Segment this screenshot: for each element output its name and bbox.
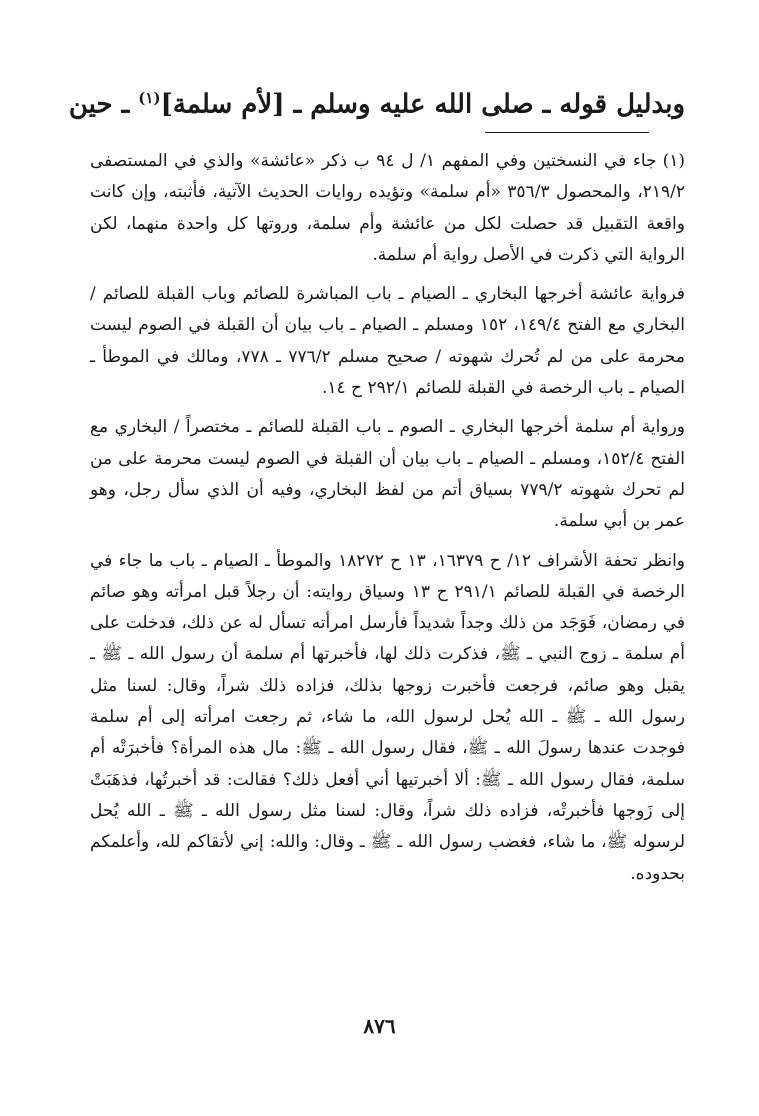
main-text-line	[70, 80, 685, 123]
footnote-text: جاء في النسختين وفي المفهم ١/ ل ٩٤ ب ذكر «عائشة» والذي في المستصفى ٢١٩/٢، والمحصول ٣٥٦/٣ «أم سلمة» وتؤيده روايات الحديث الآتية، فأثبته، وإن كانت واقعة التقبيل قد حصلت لكل من عائشة وأم سلمة، وروتها كل واحدة منهما، لكن الرواية التي ذكرت في الأصل رواية أم سلمة.	[90, 151, 685, 265]
footnote-paragraph: وانظر تحفة الأشراف ١٢/ ح ١٦٣٧٩، ١٣ ح ١٨٢٧٢ والموطأ ـ الصيام ـ باب ما جاء في الرخصة في القبلة للصائم ٢٩١/١ ح ١٣ وسياق روايته: أن رجلاً قبل امرأته وهو صائم في رمضان، فَوَجَد من ذلك وجداً شديداً فأرسل امرأته تسأل له عن ذلك، فدخلت على أم سلمة ـ زوج النبي ـ ﷺ، فذكرت ذلك لها، فأخبرتها أم سلمة أن رسول الله ـ ﷺ ـ يقبل وهو صائم، فرجعت فأخبرت زوجها بذلك، فزاده ذلك شراً، وقال: لسنا مثل رسول الله ـ ﷺ ـ الله يُحل لرسول الله، ما شاء، ثم رجعت امرأته إلى أم سلمة فوجدت عندها رسولَ الله ـ ﷺ، فقال رسول الله ـ ﷺ: مال هذه المرأة؟ فأخبرَتْه أم سلمة، فقال رسول الله ـ ﷺ: ألا أخبرتيها أني أفعل ذلك؟ فقالت: قد أخبرتُها، فذهَبَتْ إلى زَوجها فأخبرتْه، فزاده ذلك شراً، وقال: لسنا مثل رسول الله ـ ﷺ ـ الله يُحل لرسوله ﷺ، ما شاء، فغضب رسول الله ـ ﷺ ـ وقال: والله: إني لأتقاكم لله، وأعلمكم بحدوده.	[90, 550, 686, 884]
main-text: وبدليل قوله ـ صلى الله عليه وسلم ـ [لأم سلمة]	[160, 89, 685, 120]
footnote-paragraph	[90, 146, 685, 271]
footnote-block	[90, 146, 685, 898]
page-number: ٨٧٦	[363, 1014, 396, 1038]
footnote-separator	[485, 132, 649, 133]
footnote-number: (١)	[662, 151, 685, 171]
footnote-paragraph: فرواية عائشة أخرجها البخاري ـ الصيام ـ باب المباشرة للصائم وباب القبلة للصائم / البخاري مع الفتح ١٤٩/٤، ١٥٢ ومسلم ـ الصيام ـ باب بيان أن القبلة في الصوم ليست محرمة على من لم تُحرك شهوته / صحيح مسلم ٧٧٦/٢ ـ ٧٧٨، ومالك في الموطأ ـ الصيام ـ باب الرخصة في القبلة للصائم ٢٩٢/١ ح ١٤.	[90, 284, 685, 399]
footnote-reference[interactable]: (١)	[138, 89, 161, 107]
main-text-tail: ـ حين	[68, 89, 139, 120]
footnote-paragraph: ورواية أم سلمة أخرجها البخاري ـ الصوم ـ باب القبلة للصائم ـ مختصراً / البخاري مع الفتح ١٥٢/٤، ومسلم ـ الصيام ـ باب بيان أن القبلة في الصوم ليست محرمة على من لم تحرك شهوته ٧٧٩/٢ بسياق أتم من لفظ البخاري، وفيه أن الذي سأل رجل، وهو عمر بن أبي سلمة.	[90, 417, 685, 532]
